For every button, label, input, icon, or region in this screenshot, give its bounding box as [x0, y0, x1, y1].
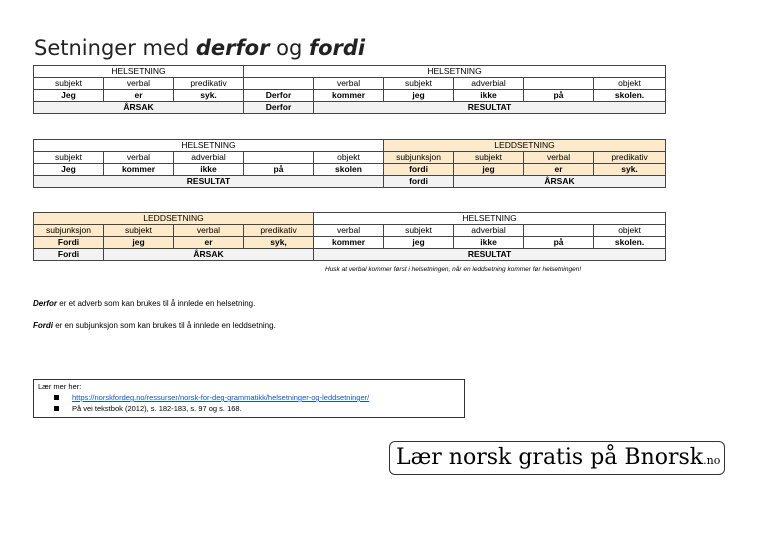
header-cell	[524, 78, 594, 90]
table-derfor	[33, 65, 666, 114]
word-cell: ikke	[174, 164, 244, 176]
group-helsetning: HELSETNING	[34, 66, 244, 78]
header-cell: adverbial	[454, 225, 524, 237]
header-cell: verbal	[104, 78, 174, 90]
table-header-row	[34, 78, 666, 90]
word-cell: Derfor	[244, 90, 314, 102]
header-cell: verbal	[314, 78, 384, 90]
word-cell: syk,	[244, 237, 314, 249]
table-foot-row	[34, 249, 666, 261]
word-cell: jeg	[384, 237, 454, 249]
header-cell: verbal	[314, 225, 384, 237]
header-cell: verbal	[174, 225, 244, 237]
header-cell: subjekt	[104, 225, 174, 237]
table-group-row	[34, 140, 666, 152]
table-row	[34, 164, 666, 176]
table-fordi-after	[33, 139, 666, 188]
header-cell: subjunksjon	[34, 225, 104, 237]
table-header-row	[34, 152, 666, 164]
word-cell: syk.	[174, 90, 244, 102]
word-cell: kommer	[104, 164, 174, 176]
label-fordi: Fordi	[34, 249, 104, 261]
label-derfor: Derfor	[244, 102, 314, 114]
header-cell	[524, 225, 594, 237]
header-cell: predikativ	[244, 225, 314, 237]
word-cell: kommer	[314, 90, 384, 102]
word-cell: jeg	[384, 90, 454, 102]
word-cell: Jeg	[34, 164, 104, 176]
table-group-row	[34, 213, 666, 225]
label-resultat: RESULTAT	[314, 102, 666, 114]
table-fordi-first	[33, 212, 666, 261]
label-resultat: RESULTAT	[34, 176, 384, 188]
fordi-explanation: Fordi er en subjunksjon som kan brukes til å innlede en leddsetning.	[33, 321, 276, 330]
label-arsak: ÅRSAK	[34, 102, 244, 114]
learn-more-heading: Lær mer her:	[38, 382, 82, 391]
page-title: Setninger med derfor og fordi	[34, 36, 366, 60]
header-cell	[244, 78, 314, 90]
label-fordi: fordi	[384, 176, 454, 188]
header-cell: objekt	[594, 78, 666, 90]
header-cell: verbal	[524, 152, 594, 164]
header-cell: verbal	[104, 152, 174, 164]
group-helsetning: HELSETNING	[314, 213, 666, 225]
group-leddsetning: LEDDSETNING	[384, 140, 666, 152]
verbal-note: Husk at verbal kommer først i helsetningen, når en leddsetning kommer før helsetningen!	[325, 266, 582, 273]
word-cell: er	[104, 90, 174, 102]
word-cell: er	[524, 164, 594, 176]
table-row	[34, 237, 666, 249]
header-cell: subjekt	[384, 225, 454, 237]
table-group-row	[34, 66, 666, 78]
word-cell: kommer	[314, 237, 384, 249]
header-cell: subjekt	[384, 78, 454, 90]
list-item: På vei tekstbok (2012), s. 182-183, s. 97 og s. 168.	[38, 403, 460, 414]
label-arsak: ÅRSAK	[454, 176, 666, 188]
table-header-row	[34, 225, 666, 237]
word-cell: Jeg	[34, 90, 104, 102]
header-cell: subjekt	[454, 152, 524, 164]
group-helsetning: HELSETNING	[244, 66, 666, 78]
word-cell: ikke	[454, 237, 524, 249]
header-cell: objekt	[314, 152, 384, 164]
table-row	[34, 90, 666, 102]
group-helsetning: HELSETNING	[34, 140, 384, 152]
header-cell: subjunksjon	[384, 152, 454, 164]
header-cell	[244, 152, 314, 164]
header-cell: adverbial	[174, 152, 244, 164]
word-cell: Fordi	[34, 237, 104, 249]
group-leddsetning: LEDDSETNING	[34, 213, 314, 225]
header-cell: predikativ	[594, 152, 666, 164]
header-cell: subjekt	[34, 78, 104, 90]
word-cell: er	[174, 237, 244, 249]
derfor-explanation: Derfor er et adverb som kan brukes til å innlede en helsetning.	[33, 299, 256, 308]
word-cell: syk.	[594, 164, 666, 176]
bnorsk-logo: Lær norsk gratis på Bnorsk.no	[389, 441, 725, 475]
word-cell: på	[524, 90, 594, 102]
word-cell: jeg	[104, 237, 174, 249]
word-cell: på	[244, 164, 314, 176]
resource-list	[38, 392, 460, 414]
header-cell: predikativ	[174, 78, 244, 90]
list-item	[38, 392, 460, 403]
word-cell: skolen.	[594, 237, 666, 249]
word-cell: fordi	[384, 164, 454, 176]
label-resultat: RESULTAT	[314, 249, 666, 261]
table-foot-row	[34, 176, 666, 188]
table-foot-row	[34, 102, 666, 114]
word-cell: skolen	[314, 164, 384, 176]
header-cell: adverbial	[454, 78, 524, 90]
header-cell: subjekt	[34, 152, 104, 164]
resource-link[interactable]: https://norskfordeg.no/ressurser/norsk-for-deg-grammatikk/helsetninger-og-leddsetninger/	[72, 393, 370, 402]
label-arsak: ÅRSAK	[104, 249, 314, 261]
word-cell: ikke	[454, 90, 524, 102]
learn-more-box	[33, 379, 465, 418]
header-cell: objekt	[594, 225, 666, 237]
word-cell: jeg	[454, 164, 524, 176]
word-cell: skolen.	[594, 90, 666, 102]
word-cell: på	[524, 237, 594, 249]
